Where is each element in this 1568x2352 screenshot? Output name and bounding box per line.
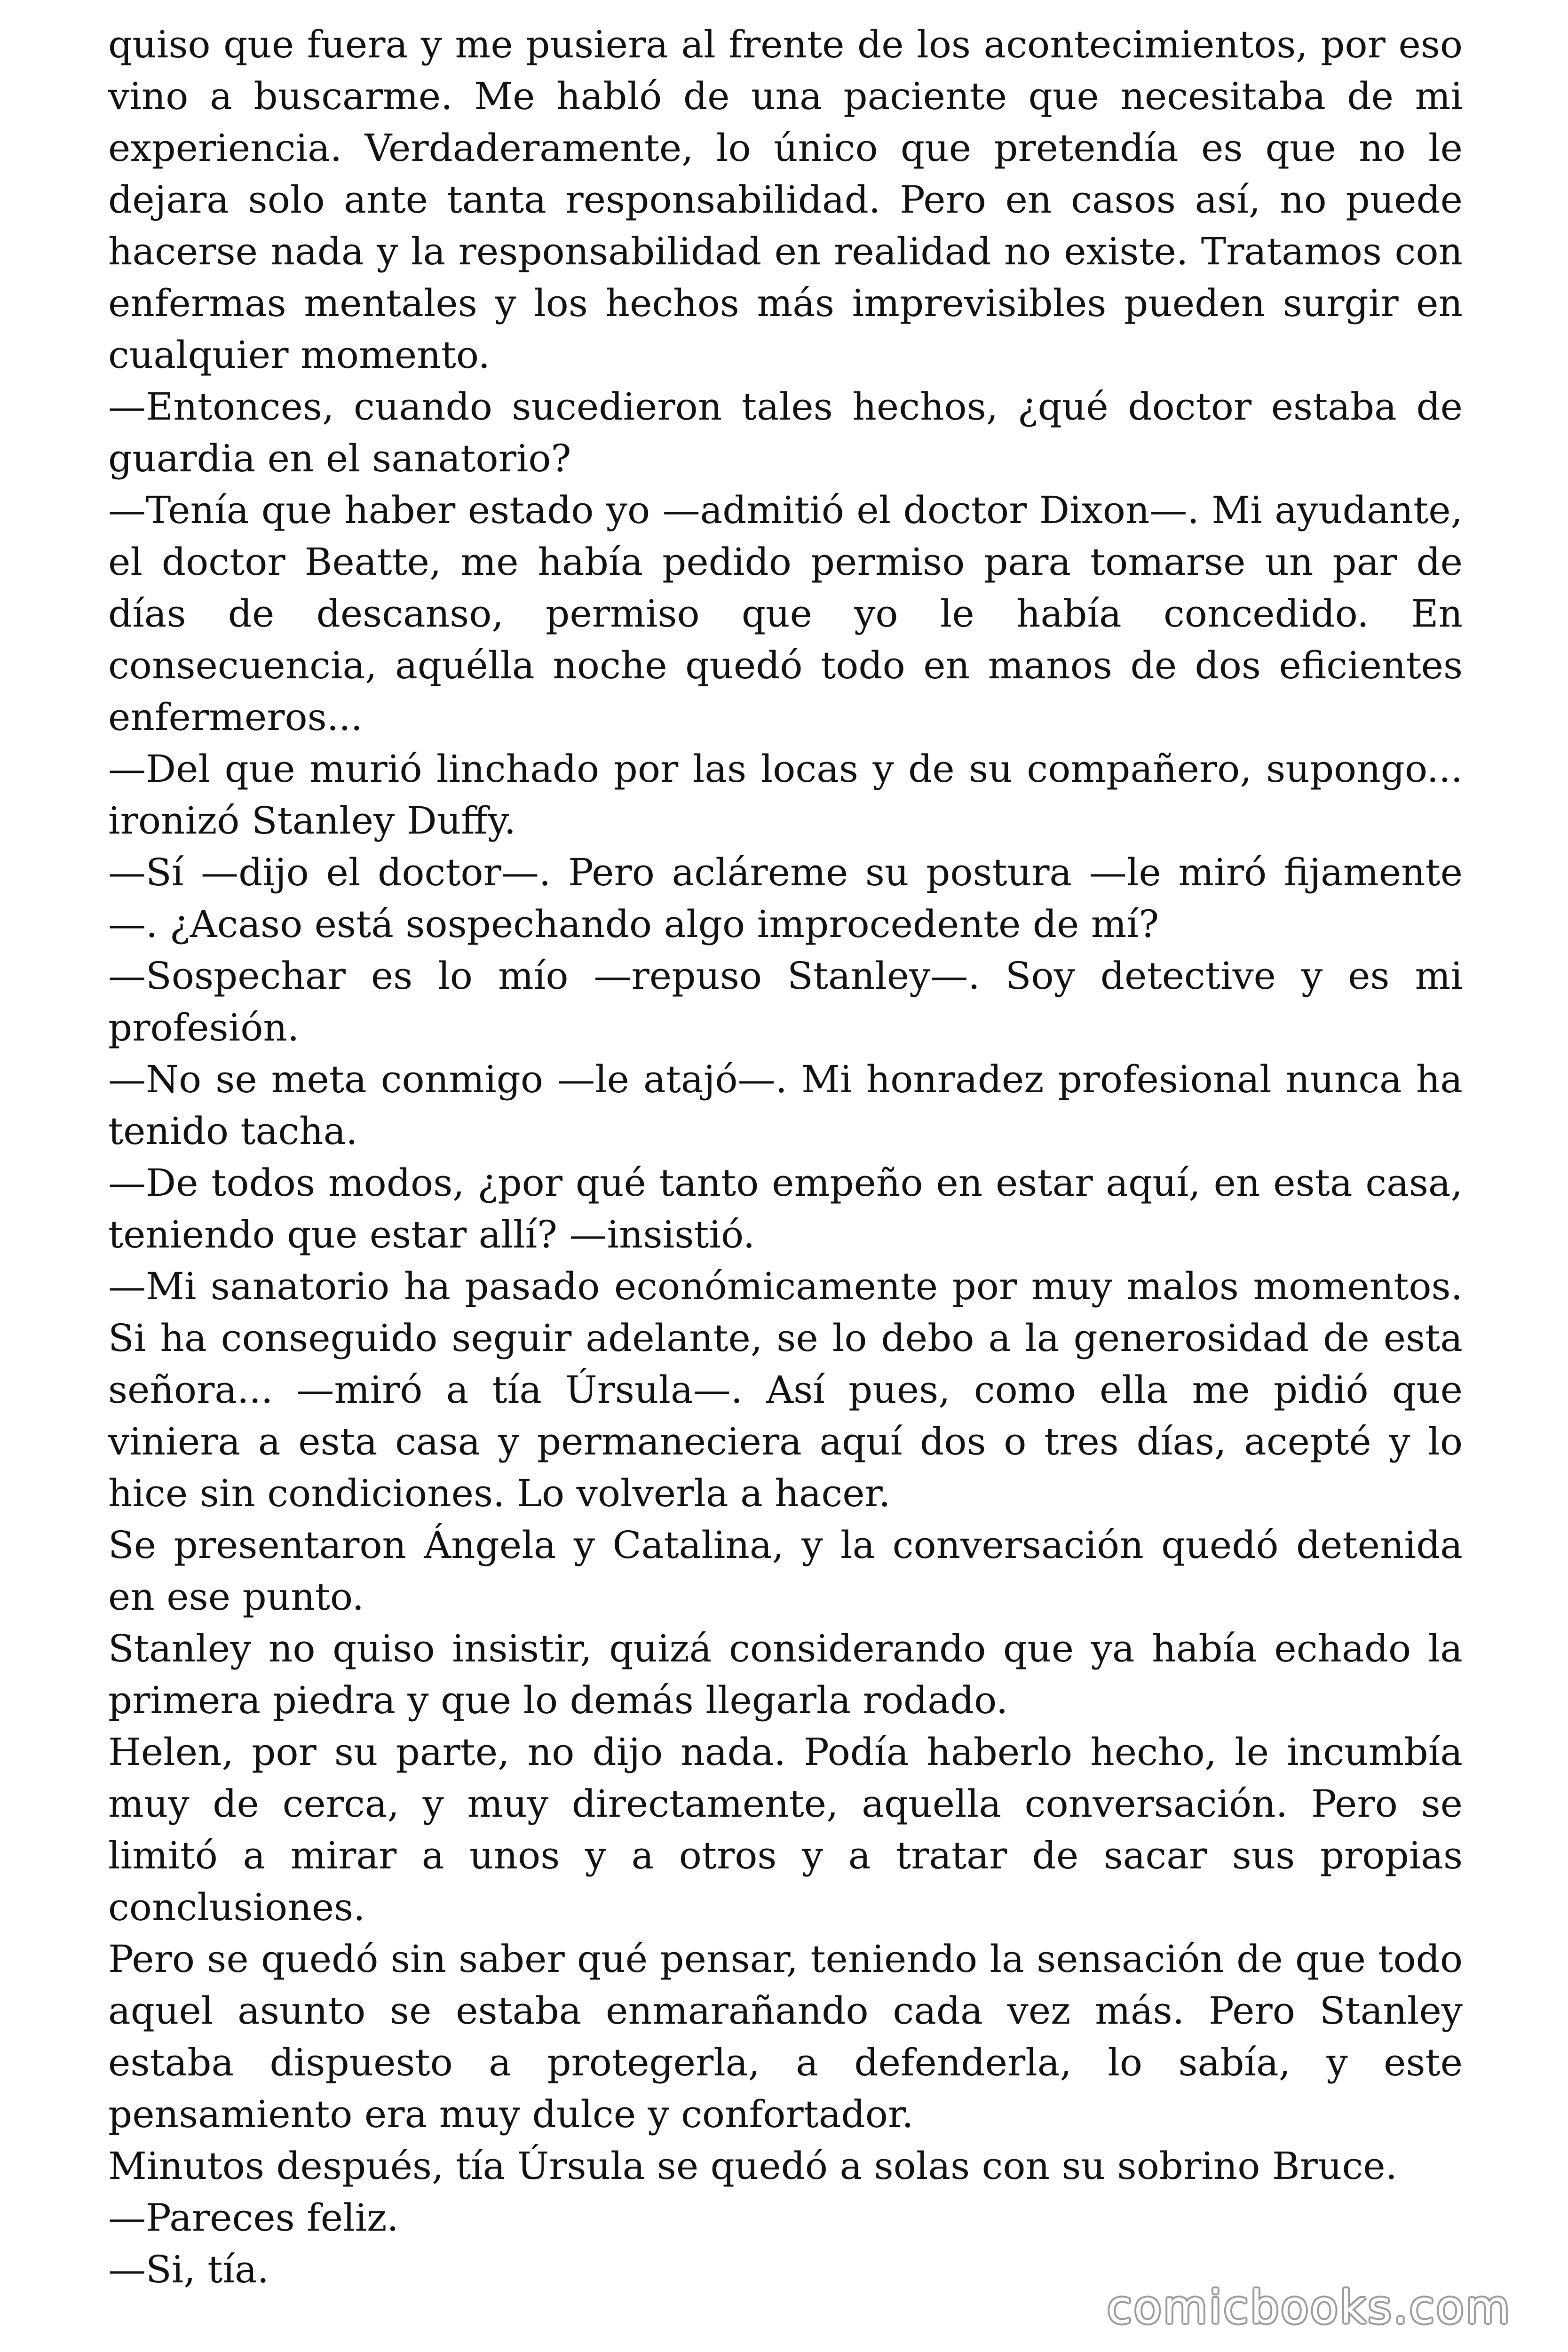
paragraph: —No se meta conmigo —le atajó—. Mi honradez profesional nunca ha tenido tacha. xyxy=(108,1057,1463,1153)
paragraph: —Sospechar es lo mío —repuso Stanley—. Soy detective y es mi profesión. xyxy=(108,954,1463,1049)
paragraph: Pero se quedó sin saber qué pensar, teniendo la sensación de que todo aquel asunto se estaba enmarañando cada vez más. Pero Stanley estaba dispuesto a protegerla, a defenderla, lo sabía, y este pensamiento era muy dulce y confortador. xyxy=(108,1937,1463,2136)
paragraph: Minutos después, tía Úrsula se quedó a solas con su sobrino Bruce. xyxy=(108,2144,1398,2188)
watermark-logo: comicbooks.com xyxy=(1107,2281,1512,2334)
paragraph: Helen, por su parte, no dijo nada. Podía haberlo hecho, le incumbía muy de cerca, y muy directamente, aquella conversación. Pero se limitó a mirar a unos y a otros y a tratar de sacar sus propias conclusiones. xyxy=(108,1730,1463,1929)
paragraph: Stanley no quiso insistir, quizá considerando que ya había echado la primera piedra y que lo demás llegarla rodado. xyxy=(108,1627,1463,1722)
paragraph: —De todos modos, ¿por qué tanto empeño en estar aquí, en esta casa, teniendo que estar allí? —insistió. xyxy=(108,1161,1463,1256)
paragraph: —Si, tía. xyxy=(108,2248,269,2291)
paragraph: quiso que fuera y me pusiera al frente de los acontecimientos, por eso vino a buscarme. Me habló de una paciente que necesitaba de mi experiencia. Verdaderamente, lo único que pretendía es que no le dejara solo ante tanta responsabilidad. Pero en casos así, no puede hacerse nada y la responsabilidad en realidad no existe. Tratamos con enfermas mentales y los hechos más imprevisibles pueden surgir en cualquier momento. xyxy=(108,23,1463,377)
paragraph: —Pareces feliz. xyxy=(108,2196,399,2240)
paragraph: —Del que murió linchado por las locas y de su compañero, supongo... ironizó Stanley Duffy. xyxy=(108,747,1463,842)
paragraph: —Mi sanatorio ha pasado económicamente por muy malos momentos. Si ha conseguido seguir adelante, se lo debo a la generosidad de esta señora... —miró a tía Úrsula—. Así pues, como ella me pidió que viniera a esta casa y permaneciera aquí dos o tres días, acepté y lo hice sin condiciones. Lo volverla a hacer. xyxy=(108,1264,1463,1515)
paragraph: —Sí —dijo el doctor—. Pero acláreme su postura —le miró fijamente —. ¿Acaso está sospechando algo improcedente de mí? xyxy=(108,850,1463,946)
paragraph: —Entonces, cuando sucedieron tales hechos, ¿qué doctor estaba de guardia en el sanatorio? xyxy=(108,385,1463,480)
paragraph: Se presentaron Ángela y Catalina, y la conversación quedó detenida en ese punto. xyxy=(108,1523,1463,1619)
paragraph: —Tenía que haber estado yo —admitió el doctor Dixon—. Mi ayudante, el doctor Beatte, me había pedido permiso para tomarse un par de días de descanso, permiso que yo le había concedido. En consecuencia, aquélla noche quedó todo en manos de dos eficientes enfermeros... xyxy=(108,488,1463,739)
book-page-text xyxy=(108,19,1463,2296)
